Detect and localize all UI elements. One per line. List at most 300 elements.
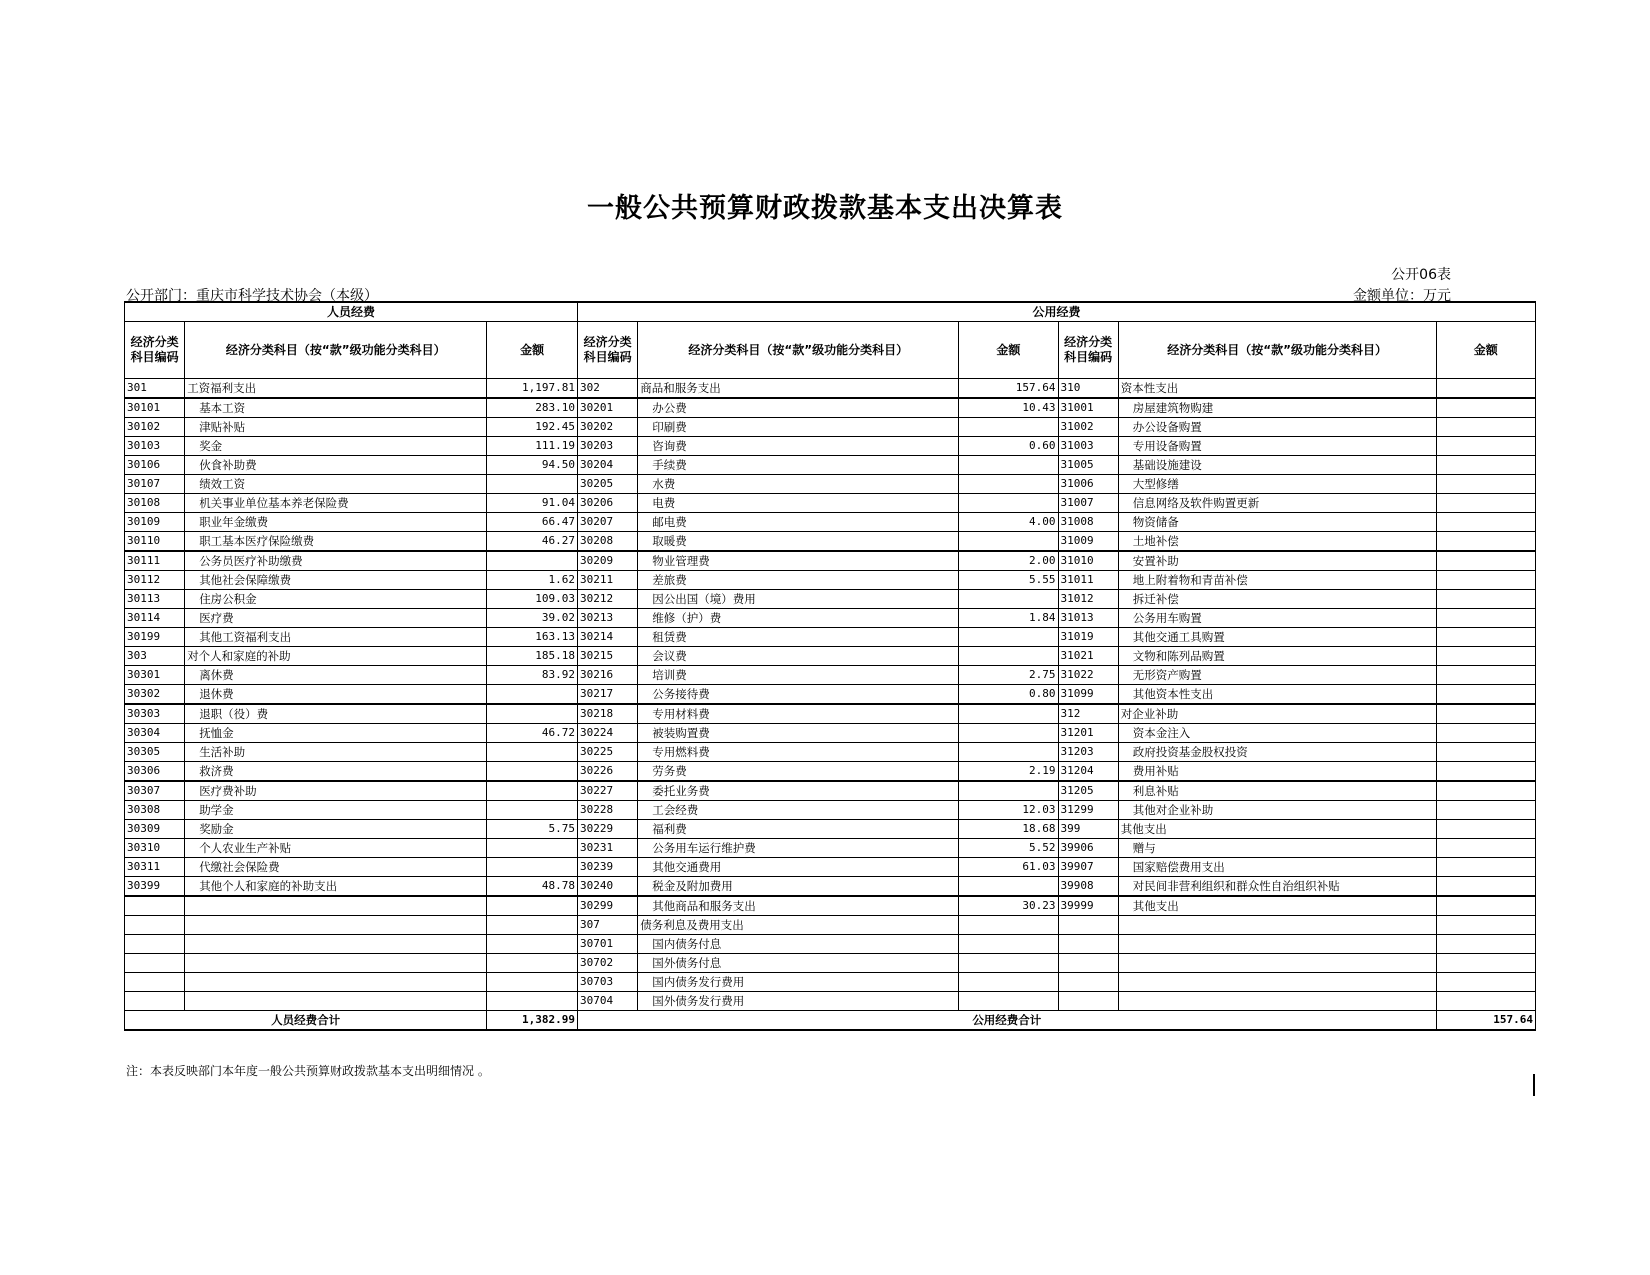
item-name: 其他工资福利支出 <box>185 628 487 647</box>
table-row <box>125 628 1536 647</box>
item-code: 30111 <box>125 551 185 571</box>
item-name: 因公出国（境）费用 <box>638 590 959 609</box>
item-amount <box>487 858 578 877</box>
item-amount <box>959 877 1058 897</box>
item-code: 30206 <box>578 494 638 513</box>
item-amount <box>959 992 1058 1011</box>
item-name: 差旅费 <box>638 571 959 590</box>
item-name: 其他资本性支出 <box>1118 685 1436 705</box>
item-amount <box>1436 647 1535 666</box>
item-code: 30203 <box>578 437 638 456</box>
public-total-value: 157.64 <box>1436 1011 1535 1031</box>
item-code: 30704 <box>578 992 638 1011</box>
item-amount: 46.72 <box>487 724 578 743</box>
item-code: 30109 <box>125 513 185 532</box>
item-name: 地上附着物和青苗补偿 <box>1118 571 1436 590</box>
header-code: 经济分类科目编码 <box>125 322 185 379</box>
item-name: 政府投资基金股权投资 <box>1118 743 1436 762</box>
table-row <box>125 513 1536 532</box>
item-code: 30299 <box>578 896 638 916</box>
item-amount: 111.19 <box>487 437 578 456</box>
item-code: 30214 <box>578 628 638 647</box>
item-amount <box>959 724 1058 743</box>
item-amount <box>1436 935 1535 954</box>
item-code: 31001 <box>1058 398 1118 418</box>
item-name: 工会经费 <box>638 801 959 820</box>
item-amount <box>959 954 1058 973</box>
item-code: 30224 <box>578 724 638 743</box>
item-code: 30208 <box>578 532 638 552</box>
item-code: 30309 <box>125 820 185 839</box>
item-name: 医疗费补助 <box>185 781 487 801</box>
item-code: 30240 <box>578 877 638 897</box>
item-name: 其他社会保障缴费 <box>185 571 487 590</box>
item-code <box>1058 935 1118 954</box>
item-amount <box>1436 398 1535 418</box>
header-name: 经济分类科目（按“款”级功能分类科目） <box>638 322 959 379</box>
item-code: 30114 <box>125 609 185 628</box>
item-amount: 163.13 <box>487 628 578 647</box>
item-amount <box>1436 666 1535 685</box>
department-label: 公开部门：重庆市科学技术协会（本级） <box>126 288 378 304</box>
item-name: 奖励金 <box>185 820 487 839</box>
item-code: 31099 <box>1058 685 1118 705</box>
item-code: 30217 <box>578 685 638 705</box>
item-amount <box>1436 820 1535 839</box>
item-amount <box>959 916 1058 935</box>
item-name <box>185 916 487 935</box>
table-row <box>125 590 1536 609</box>
item-code: 30106 <box>125 456 185 475</box>
item-name: 绩效工资 <box>185 475 487 494</box>
totals-row <box>125 1011 1536 1031</box>
item-name: 咨询费 <box>638 437 959 456</box>
item-code: 31012 <box>1058 590 1118 609</box>
item-amount <box>487 916 578 935</box>
header-code: 经济分类科目编码 <box>1058 322 1118 379</box>
item-code: 30226 <box>578 762 638 782</box>
item-code: 30204 <box>578 456 638 475</box>
item-name: 债务利息及费用支出 <box>638 916 959 935</box>
item-name: 租赁费 <box>638 628 959 647</box>
item-name: 伙食补助费 <box>185 456 487 475</box>
item-code: 31010 <box>1058 551 1118 571</box>
item-code: 30218 <box>578 704 638 724</box>
item-amount <box>1436 877 1535 897</box>
item-code: 399 <box>1058 820 1118 839</box>
item-amount <box>959 704 1058 724</box>
table-row <box>125 781 1536 801</box>
item-code: 31013 <box>1058 609 1118 628</box>
item-code: 39907 <box>1058 858 1118 877</box>
unit-label: 金额单位：万元 <box>1353 288 1451 304</box>
item-code: 307 <box>578 916 638 935</box>
item-name: 电费 <box>638 494 959 513</box>
item-name <box>185 935 487 954</box>
item-code: 30216 <box>578 666 638 685</box>
table-row <box>125 954 1536 973</box>
item-name <box>185 954 487 973</box>
item-code: 30209 <box>578 551 638 571</box>
item-name: 印刷费 <box>638 418 959 437</box>
item-code: 30212 <box>578 590 638 609</box>
item-amount <box>959 647 1058 666</box>
item-amount <box>959 456 1058 475</box>
item-amount <box>1436 628 1535 647</box>
item-amount <box>959 532 1058 552</box>
item-amount <box>487 475 578 494</box>
item-name: 国家赔偿费用支出 <box>1118 858 1436 877</box>
item-code: 30213 <box>578 609 638 628</box>
item-code <box>1058 954 1118 973</box>
item-amount: 5.55 <box>959 571 1058 590</box>
item-name: 劳务费 <box>638 762 959 782</box>
item-amount: 283.10 <box>487 398 578 418</box>
table-row <box>125 379 1536 399</box>
item-name <box>185 896 487 916</box>
item-amount: 48.78 <box>487 877 578 897</box>
item-amount <box>1436 704 1535 724</box>
item-amount <box>959 781 1058 801</box>
item-name: 国外债务发行费用 <box>638 992 959 1011</box>
item-name: 办公设备购置 <box>1118 418 1436 437</box>
table-row <box>125 704 1536 724</box>
item-code: 30303 <box>125 704 185 724</box>
item-name: 公务接待费 <box>638 685 959 705</box>
item-name: 对企业补助 <box>1118 704 1436 724</box>
item-amount: 2.00 <box>959 551 1058 571</box>
item-amount: 1,197.81 <box>487 379 578 399</box>
item-amount: 157.64 <box>959 379 1058 399</box>
item-name: 邮电费 <box>638 513 959 532</box>
item-name: 国内债务发行费用 <box>638 973 959 992</box>
table-row <box>125 820 1536 839</box>
item-amount <box>487 935 578 954</box>
item-amount: 10.43 <box>959 398 1058 418</box>
item-code: 30199 <box>125 628 185 647</box>
item-name: 国内债务付息 <box>638 935 959 954</box>
item-amount <box>487 781 578 801</box>
item-amount <box>1436 973 1535 992</box>
table-row <box>125 398 1536 418</box>
item-amount <box>1436 839 1535 858</box>
item-code: 312 <box>1058 704 1118 724</box>
header-amount: 金额 <box>487 322 578 379</box>
item-name: 专用燃料费 <box>638 743 959 762</box>
item-name <box>1118 992 1436 1011</box>
item-code: 39906 <box>1058 839 1118 858</box>
item-amount: 1.84 <box>959 609 1058 628</box>
item-name: 物业管理费 <box>638 551 959 571</box>
item-amount: 5.52 <box>959 839 1058 858</box>
table-row <box>125 647 1536 666</box>
item-amount <box>959 590 1058 609</box>
item-name: 其他支出 <box>1118 896 1436 916</box>
item-name: 职业年金缴费 <box>185 513 487 532</box>
item-name: 其他商品和服务支出 <box>638 896 959 916</box>
item-name: 津贴补贴 <box>185 418 487 437</box>
item-name: 代缴社会保险费 <box>185 858 487 877</box>
item-amount <box>1436 379 1535 399</box>
item-code: 31019 <box>1058 628 1118 647</box>
item-name: 其他交通费用 <box>638 858 959 877</box>
table-row <box>125 724 1536 743</box>
form-number: 公开06表 <box>1391 267 1451 283</box>
item-name: 抚恤金 <box>185 724 487 743</box>
item-code: 30225 <box>578 743 638 762</box>
item-name: 会议费 <box>638 647 959 666</box>
item-amount: 18.68 <box>959 820 1058 839</box>
personnel-total-label: 人员经费合计 <box>125 1011 487 1031</box>
item-name: 对民间非营利组织和群众性自治组织补贴 <box>1118 877 1436 897</box>
item-name: 对个人和家庭的补助 <box>185 647 487 666</box>
item-amount: 39.02 <box>487 609 578 628</box>
group-personnel: 人员经费 <box>125 302 578 322</box>
item-name <box>185 992 487 1011</box>
item-code: 31002 <box>1058 418 1118 437</box>
item-amount: 30.23 <box>959 896 1058 916</box>
item-name: 资本性支出 <box>1118 379 1436 399</box>
item-amount <box>959 935 1058 954</box>
item-amount <box>1436 571 1535 590</box>
item-code: 31008 <box>1058 513 1118 532</box>
table-row <box>125 973 1536 992</box>
item-amount <box>959 418 1058 437</box>
table-row <box>125 551 1536 571</box>
item-name: 被装购置费 <box>638 724 959 743</box>
item-amount <box>1436 762 1535 782</box>
item-name: 专用设备购置 <box>1118 437 1436 456</box>
item-amount <box>1436 590 1535 609</box>
item-code: 30308 <box>125 801 185 820</box>
item-name: 文物和陈列品购置 <box>1118 647 1436 666</box>
header-name: 经济分类科目（按“款”级功能分类科目） <box>1118 322 1436 379</box>
item-name: 退休费 <box>185 685 487 705</box>
table-row <box>125 896 1536 916</box>
table-row <box>125 418 1536 437</box>
item-code <box>125 935 185 954</box>
expenditure-table <box>124 301 1536 1031</box>
item-amount: 61.03 <box>959 858 1058 877</box>
item-code: 30306 <box>125 762 185 782</box>
item-amount <box>487 743 578 762</box>
item-name <box>1118 973 1436 992</box>
item-code: 31204 <box>1058 762 1118 782</box>
item-code: 301 <box>125 379 185 399</box>
item-amount: 94.50 <box>487 456 578 475</box>
header-amount: 金额 <box>959 322 1058 379</box>
table-row <box>125 532 1536 552</box>
item-amount: 2.75 <box>959 666 1058 685</box>
item-name: 培训费 <box>638 666 959 685</box>
item-code <box>1058 916 1118 935</box>
item-code: 30211 <box>578 571 638 590</box>
item-amount <box>959 475 1058 494</box>
item-amount <box>1436 456 1535 475</box>
item-code: 39908 <box>1058 877 1118 897</box>
item-amount <box>1436 551 1535 571</box>
item-amount <box>959 743 1058 762</box>
item-name: 离休费 <box>185 666 487 685</box>
item-amount <box>487 973 578 992</box>
item-name: 税金及附加费用 <box>638 877 959 897</box>
item-amount: 5.75 <box>487 820 578 839</box>
item-amount: 46.27 <box>487 532 578 552</box>
item-name <box>1118 954 1436 973</box>
item-amount <box>959 494 1058 513</box>
item-name: 福利费 <box>638 820 959 839</box>
item-name: 退职（役）费 <box>185 704 487 724</box>
table-row <box>125 666 1536 685</box>
item-name: 赠与 <box>1118 839 1436 858</box>
table-row <box>125 743 1536 762</box>
item-name: 住房公积金 <box>185 590 487 609</box>
item-code: 30227 <box>578 781 638 801</box>
item-name: 安置补助 <box>1118 551 1436 571</box>
item-amount: 0.60 <box>959 437 1058 456</box>
item-amount <box>1436 801 1535 820</box>
item-name: 救济费 <box>185 762 487 782</box>
item-name: 其他对企业补助 <box>1118 801 1436 820</box>
item-code: 30107 <box>125 475 185 494</box>
item-name: 医疗费 <box>185 609 487 628</box>
item-code: 30108 <box>125 494 185 513</box>
item-amount: 185.18 <box>487 647 578 666</box>
item-code: 31011 <box>1058 571 1118 590</box>
item-amount <box>487 992 578 1011</box>
item-amount <box>487 551 578 571</box>
item-code <box>125 896 185 916</box>
item-name: 工资福利支出 <box>185 379 487 399</box>
item-code: 30228 <box>578 801 638 820</box>
item-code: 31205 <box>1058 781 1118 801</box>
item-name: 无形资产购置 <box>1118 666 1436 685</box>
item-amount: 2.19 <box>959 762 1058 782</box>
item-amount <box>487 762 578 782</box>
item-amount <box>1436 532 1535 552</box>
group-public: 公用经费 <box>578 302 1536 322</box>
table-row <box>125 877 1536 897</box>
table-row <box>125 839 1536 858</box>
footnote: 注：本表反映部门本年度一般公共预算财政拨款基本支出明细情况 。 <box>126 1064 490 1078</box>
item-amount: 4.00 <box>959 513 1058 532</box>
item-code: 30310 <box>125 839 185 858</box>
item-code: 31203 <box>1058 743 1118 762</box>
item-code: 30207 <box>578 513 638 532</box>
item-name: 信息网络及软件购置更新 <box>1118 494 1436 513</box>
item-code: 31007 <box>1058 494 1118 513</box>
item-amount <box>1436 858 1535 877</box>
item-amount <box>1436 418 1535 437</box>
table-row <box>125 685 1536 705</box>
item-name: 水费 <box>638 475 959 494</box>
item-amount <box>1436 896 1535 916</box>
item-code: 31003 <box>1058 437 1118 456</box>
item-amount <box>1436 494 1535 513</box>
item-name: 机关事业单位基本养老保险费 <box>185 494 487 513</box>
table-row <box>125 609 1536 628</box>
item-name: 职工基本医疗保险缴费 <box>185 532 487 552</box>
item-amount: 109.03 <box>487 590 578 609</box>
item-code: 31022 <box>1058 666 1118 685</box>
item-code: 31201 <box>1058 724 1118 743</box>
item-name: 其他支出 <box>1118 820 1436 839</box>
item-code: 310 <box>1058 379 1118 399</box>
item-name: 国外债务付息 <box>638 954 959 973</box>
item-code: 30703 <box>578 973 638 992</box>
item-name <box>1118 935 1436 954</box>
item-amount <box>487 685 578 705</box>
item-code: 30201 <box>578 398 638 418</box>
item-code: 30307 <box>125 781 185 801</box>
item-name: 房屋建筑物购建 <box>1118 398 1436 418</box>
item-amount <box>1436 954 1535 973</box>
item-code: 30302 <box>125 685 185 705</box>
item-name: 其他个人和家庭的补助支出 <box>185 877 487 897</box>
item-code: 30205 <box>578 475 638 494</box>
item-code: 303 <box>125 647 185 666</box>
item-amount: 66.47 <box>487 513 578 532</box>
item-name: 生活补助 <box>185 743 487 762</box>
table-row <box>125 456 1536 475</box>
item-code: 30231 <box>578 839 638 858</box>
item-code: 31006 <box>1058 475 1118 494</box>
item-code: 302 <box>578 379 638 399</box>
item-name: 费用补贴 <box>1118 762 1436 782</box>
item-amount <box>959 628 1058 647</box>
item-amount: 1.62 <box>487 571 578 590</box>
item-code: 39999 <box>1058 896 1118 916</box>
item-code <box>1058 992 1118 1011</box>
item-code: 31009 <box>1058 532 1118 552</box>
item-amount <box>959 973 1058 992</box>
table-row <box>125 494 1536 513</box>
item-amount: 0.80 <box>959 685 1058 705</box>
item-name: 维修（护）费 <box>638 609 959 628</box>
item-amount: 192.45 <box>487 418 578 437</box>
table-row <box>125 935 1536 954</box>
item-amount <box>487 801 578 820</box>
table-row <box>125 858 1536 877</box>
item-code: 30113 <box>125 590 185 609</box>
item-name: 大型修缮 <box>1118 475 1436 494</box>
item-code: 31005 <box>1058 456 1118 475</box>
table-row <box>125 992 1536 1011</box>
item-code: 30399 <box>125 877 185 897</box>
table-row <box>125 801 1536 820</box>
item-name: 取暖费 <box>638 532 959 552</box>
personnel-total-value: 1,382.99 <box>487 1011 578 1031</box>
item-name: 基础设施建设 <box>1118 456 1436 475</box>
header-amount: 金额 <box>1436 322 1535 379</box>
item-code <box>125 916 185 935</box>
item-amount <box>1436 743 1535 762</box>
item-name: 专用材料费 <box>638 704 959 724</box>
item-code <box>125 954 185 973</box>
item-name: 物资储备 <box>1118 513 1436 532</box>
item-amount <box>487 954 578 973</box>
item-code: 30304 <box>125 724 185 743</box>
item-amount: 83.92 <box>487 666 578 685</box>
item-name: 公务用车运行维护费 <box>638 839 959 858</box>
table-row <box>125 762 1536 782</box>
item-name: 土地补偿 <box>1118 532 1436 552</box>
item-name <box>185 973 487 992</box>
item-name: 拆迁补偿 <box>1118 590 1436 609</box>
item-name <box>1118 916 1436 935</box>
item-amount: 12.03 <box>959 801 1058 820</box>
item-code: 30110 <box>125 532 185 552</box>
